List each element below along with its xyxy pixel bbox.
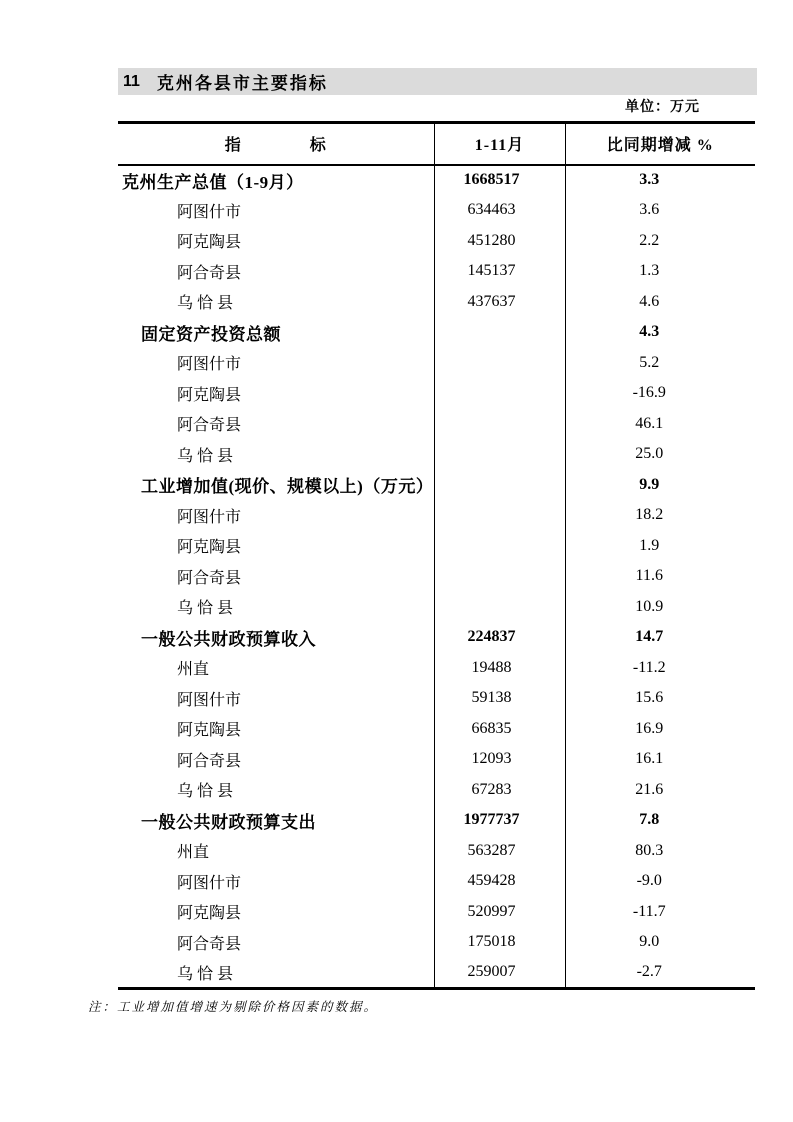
value-cell: 459428 xyxy=(434,866,565,897)
indicator-cell: 阿克陶县 xyxy=(177,234,242,252)
change-cell: 9.9 xyxy=(565,470,755,501)
header-row xyxy=(118,123,755,165)
table-row xyxy=(118,500,755,531)
indicator-cell: 阿合奇县 xyxy=(177,752,242,770)
value-cell: 520997 xyxy=(434,897,565,928)
table-row xyxy=(118,653,755,684)
value-cell: 175018 xyxy=(434,927,565,958)
value-cell: 259007 xyxy=(434,958,565,989)
value-cell: 437637 xyxy=(434,287,565,318)
change-cell: -2.7 xyxy=(565,958,755,989)
value-cell: 19488 xyxy=(434,653,565,684)
change-cell: 16.1 xyxy=(565,744,755,775)
table-row xyxy=(118,165,755,196)
change-cell: -11.7 xyxy=(565,897,755,928)
change-cell: 3.6 xyxy=(565,195,755,226)
table-row xyxy=(118,897,755,928)
indicator-cell: 阿合奇县 xyxy=(177,569,242,587)
value-cell: 66835 xyxy=(434,714,565,745)
page-title: 克州各县市主要指标 xyxy=(156,74,328,93)
table-body xyxy=(118,165,755,989)
indicator-cell: 阿合奇县 xyxy=(177,935,242,953)
table-row xyxy=(118,714,755,745)
change-cell: 18.2 xyxy=(565,500,755,531)
indicator-cell: 阿合奇县 xyxy=(177,264,242,282)
table-title-bar xyxy=(118,68,757,95)
table-row xyxy=(118,592,755,623)
table-row xyxy=(118,256,755,287)
indicator-cell: 阿图什市 xyxy=(177,356,242,374)
change-cell: 14.7 xyxy=(565,622,755,653)
value-cell: 1977737 xyxy=(434,805,565,836)
change-cell: 3.3 xyxy=(565,165,755,196)
change-cell: -16.9 xyxy=(565,378,755,409)
value-cell xyxy=(434,592,565,623)
indicator-cell: 阿图什市 xyxy=(177,874,242,892)
indicator-cell: 阿克陶县 xyxy=(177,722,242,740)
document-body xyxy=(88,68,757,1015)
table-row xyxy=(118,744,755,775)
value-cell xyxy=(434,439,565,470)
change-cell: -9.0 xyxy=(565,866,755,897)
value-cell xyxy=(434,317,565,348)
value-cell: 224837 xyxy=(434,622,565,653)
indicator-cell: 乌 恰 县 xyxy=(177,783,234,801)
change-cell: 4.3 xyxy=(565,317,755,348)
indicator-cell: 阿图什市 xyxy=(177,203,242,221)
value-cell xyxy=(434,470,565,501)
value-cell: 67283 xyxy=(434,775,565,806)
change-cell: 2.2 xyxy=(565,226,755,257)
table-row xyxy=(118,317,755,348)
table-row xyxy=(118,866,755,897)
indicator-cell: 乌 恰 县 xyxy=(177,965,234,983)
unit-label: 单位：万元 xyxy=(625,100,700,115)
table-row xyxy=(118,836,755,867)
table-row xyxy=(118,958,755,989)
table-header xyxy=(118,123,755,165)
indicator-cell: 克州生产总值（1-9月） xyxy=(122,172,304,192)
change-cell: -11.2 xyxy=(565,653,755,684)
table-number: 11 xyxy=(123,72,140,90)
indicator-cell: 乌 恰 县 xyxy=(177,600,234,618)
indicator-cell: 州直 xyxy=(177,661,210,679)
table-row xyxy=(118,775,755,806)
indicator-cell: 工业增加值(现价、规模以上)（万元） xyxy=(141,477,434,497)
change-cell: 80.3 xyxy=(565,836,755,867)
indicator-cell: 乌 恰 县 xyxy=(177,447,234,465)
change-cell: 11.6 xyxy=(565,561,755,592)
change-cell: 21.6 xyxy=(565,775,755,806)
column-header-change: 比同期增减 % xyxy=(565,123,755,165)
indicator-cell: 固定资产投资总额 xyxy=(141,324,281,344)
value-cell: 59138 xyxy=(434,683,565,714)
indicator-cell: 阿克陶县 xyxy=(177,539,242,557)
table-row xyxy=(118,439,755,470)
value-cell xyxy=(434,348,565,379)
table-row xyxy=(118,805,755,836)
indicator-cell: 州直 xyxy=(177,844,210,862)
value-cell: 563287 xyxy=(434,836,565,867)
table-row xyxy=(118,927,755,958)
value-cell xyxy=(434,531,565,562)
value-cell: 145137 xyxy=(434,256,565,287)
change-cell: 1.3 xyxy=(565,256,755,287)
table-row xyxy=(118,195,755,226)
value-cell xyxy=(434,378,565,409)
change-cell: 46.1 xyxy=(565,409,755,440)
change-cell: 25.0 xyxy=(565,439,755,470)
indicator-cell: 阿图什市 xyxy=(177,691,242,709)
change-cell: 10.9 xyxy=(565,592,755,623)
value-cell: 12093 xyxy=(434,744,565,775)
table-row xyxy=(118,531,755,562)
table-row xyxy=(118,348,755,379)
indicators-table xyxy=(118,121,755,990)
table-row xyxy=(118,470,755,501)
table-row xyxy=(118,561,755,592)
change-cell: 4.6 xyxy=(565,287,755,318)
indicator-cell: 一般公共财政预算支出 xyxy=(141,812,316,832)
indicator-cell: 一般公共财政预算收入 xyxy=(141,629,316,649)
value-cell xyxy=(434,500,565,531)
value-cell: 634463 xyxy=(434,195,565,226)
table-row xyxy=(118,378,755,409)
value-cell xyxy=(434,561,565,592)
change-cell: 16.9 xyxy=(565,714,755,745)
change-cell: 1.9 xyxy=(565,531,755,562)
table-row xyxy=(118,622,755,653)
indicator-cell: 乌 恰 县 xyxy=(177,295,234,313)
indicator-cell: 阿图什市 xyxy=(177,508,242,526)
table-row xyxy=(118,287,755,318)
table-row xyxy=(118,409,755,440)
change-cell: 9.0 xyxy=(565,927,755,958)
change-cell: 7.8 xyxy=(565,805,755,836)
value-cell: 1668517 xyxy=(434,165,565,196)
table-row xyxy=(118,226,755,257)
value-cell xyxy=(434,409,565,440)
table-row xyxy=(118,683,755,714)
value-cell: 451280 xyxy=(434,226,565,257)
indicator-cell: 阿克陶县 xyxy=(177,905,242,923)
column-header-indicator: 指 标 xyxy=(118,123,434,165)
column-header-period: 1-11月 xyxy=(434,123,565,165)
change-cell: 5.2 xyxy=(565,348,755,379)
indicator-cell: 阿克陶县 xyxy=(177,386,242,404)
indicator-cell: 阿合奇县 xyxy=(177,417,242,435)
footnote: 注：工业增加值增速为剔除价格因素的数据。 xyxy=(88,999,379,1014)
change-cell: 15.6 xyxy=(565,683,755,714)
